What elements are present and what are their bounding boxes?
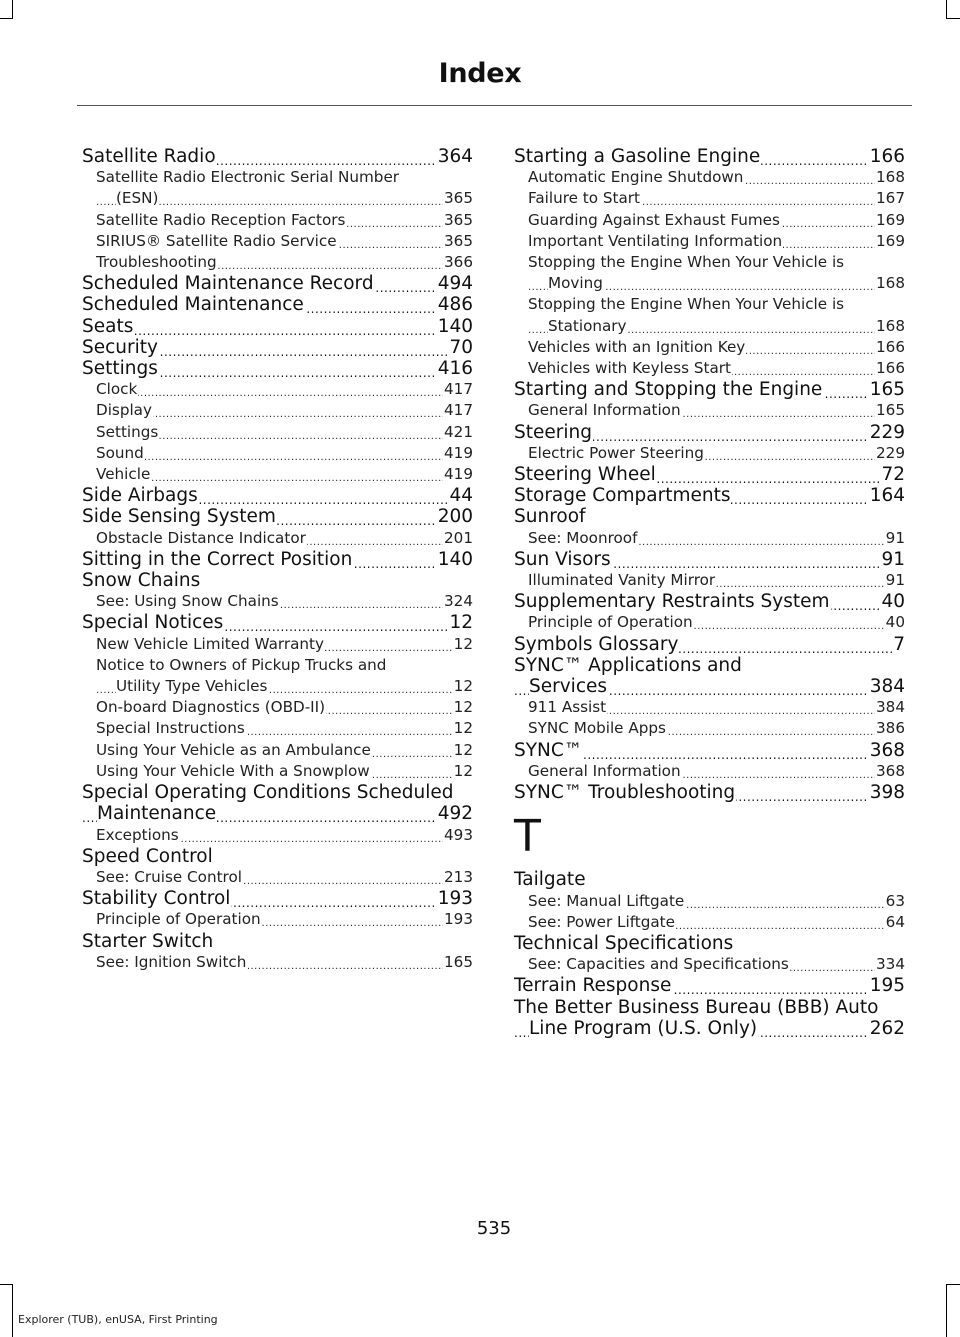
entry-label: Steering bbox=[514, 421, 592, 443]
index-entry bbox=[514, 718, 905, 739]
entry-page-number: 167 bbox=[875, 188, 905, 209]
entry-label: Display bbox=[96, 401, 152, 420]
entry-label: See: Using Snow Chains bbox=[96, 592, 279, 611]
entry-label: Vehicles with an Ignition Key bbox=[528, 337, 746, 356]
page-title: Index bbox=[438, 58, 522, 89]
index-entry bbox=[514, 912, 905, 933]
entry-label: Sound bbox=[96, 443, 144, 462]
entry-page-number: 91 bbox=[885, 570, 905, 591]
entry-page-number: 492 bbox=[437, 803, 473, 825]
entry-page-number: 12 bbox=[453, 740, 473, 761]
index-entry bbox=[82, 379, 473, 400]
index-entry bbox=[82, 485, 473, 506]
entry-page-number: 195 bbox=[869, 975, 905, 997]
entry-page-number: 384 bbox=[869, 676, 905, 698]
entry-label: Scheduled Maintenance Record bbox=[82, 273, 374, 295]
index-entry bbox=[82, 825, 473, 846]
index-entry bbox=[82, 634, 473, 655]
entry-page-number: 368 bbox=[875, 761, 905, 782]
entry-label: General Information bbox=[528, 761, 681, 780]
entry-page-number: 165 bbox=[869, 379, 905, 401]
entry-label: See: Moonroof bbox=[528, 528, 638, 547]
entry-page-number: 40 bbox=[881, 591, 905, 613]
index-entry: Tailgate bbox=[514, 869, 586, 891]
index-entry bbox=[82, 655, 473, 697]
entry-label: Obstacle Distance Indicator bbox=[96, 528, 306, 547]
index-entry bbox=[82, 591, 473, 612]
entry-label: The Better Business Bureau (BBB) Auto bbox=[514, 996, 879, 1018]
entry-page-number: 201 bbox=[443, 528, 473, 549]
entry-page-number: 168 bbox=[875, 316, 905, 337]
entry-page-number: 229 bbox=[869, 421, 905, 443]
index-entry bbox=[82, 210, 473, 231]
entry-page-number: 334 bbox=[875, 954, 905, 975]
index-entry: Snow Chains bbox=[82, 570, 201, 592]
entry-label: Stopping the Engine When Your Vehicle is bbox=[528, 253, 845, 272]
index-entry bbox=[82, 782, 473, 824]
entry-label-continued: (ESN) bbox=[116, 189, 159, 208]
entry-label: See: Manual Liftgate bbox=[528, 891, 685, 910]
index-entry: Technical Specifications bbox=[514, 932, 734, 954]
entry-label: Settings bbox=[96, 422, 159, 441]
entry-label: General Information bbox=[528, 401, 681, 420]
entry-label: Important Ventilating Information bbox=[528, 231, 783, 250]
index-entry bbox=[514, 358, 905, 379]
entry-label: Starting and Stopping the Engine bbox=[514, 379, 823, 401]
entry-page-number: 70 bbox=[449, 336, 473, 358]
index-entry bbox=[514, 997, 905, 1039]
index-entry bbox=[514, 379, 905, 400]
entry-label: Using Your Vehicle as an Ambulance bbox=[96, 740, 371, 759]
index-entry bbox=[82, 952, 473, 973]
index-entry bbox=[82, 740, 473, 761]
page-number: 535 bbox=[476, 1218, 512, 1239]
entry-page-number: 193 bbox=[437, 888, 473, 910]
section-letter: T bbox=[514, 811, 541, 863]
index-entry bbox=[514, 634, 905, 655]
entry-page-number: 366 bbox=[443, 252, 473, 273]
footer-edition: Explorer (TUB), enUSA, First Printing bbox=[18, 1313, 218, 1326]
entry-label: Automatic Engine Shutdown bbox=[528, 168, 744, 187]
index-entry bbox=[82, 549, 473, 570]
index-entry bbox=[82, 888, 473, 909]
entry-label: Stopping the Engine When Your Vehicle is bbox=[528, 295, 845, 314]
entry-page-number: 169 bbox=[875, 210, 905, 231]
entry-label: Failure to Start bbox=[528, 189, 640, 208]
entry-label: Special Operating Conditions Scheduled bbox=[82, 782, 454, 804]
entry-page-number: 91 bbox=[881, 548, 905, 570]
entry-label: Steering Wheel bbox=[514, 464, 656, 486]
crop-mark-top-left-h bbox=[0, 18, 13, 19]
entry-label-continued: Maintenance bbox=[97, 803, 217, 825]
entry-label: Side Airbags bbox=[82, 485, 198, 507]
entry-page-number: 365 bbox=[443, 210, 473, 231]
index-entry bbox=[82, 252, 473, 273]
crop-mark-top-right-h bbox=[946, 18, 960, 19]
entry-label: 911 Assist bbox=[528, 698, 607, 717]
index-entry bbox=[514, 146, 905, 167]
entry-label-continued: Line Program (U.S. Only) bbox=[529, 1017, 758, 1039]
entry-label: SYNC Mobile Apps bbox=[528, 719, 666, 738]
entry-page-number: 419 bbox=[443, 464, 473, 485]
entry-label: Clock bbox=[96, 380, 138, 399]
entry-label: Notice to Owners of Pickup Trucks and bbox=[96, 655, 387, 674]
index-entry bbox=[82, 761, 473, 782]
entry-label: See: Capacities and Specifications bbox=[528, 955, 789, 974]
index-entry bbox=[514, 294, 905, 336]
crop-mark-top-right-v bbox=[946, 0, 947, 18]
index-entry bbox=[82, 294, 473, 315]
entry-page-number: 421 bbox=[443, 422, 473, 443]
index-entry bbox=[514, 464, 905, 485]
index-entry bbox=[514, 740, 905, 761]
entry-page-number: 12 bbox=[453, 676, 473, 697]
index-entry bbox=[514, 188, 905, 209]
index-entry bbox=[514, 549, 905, 570]
index-column-right bbox=[514, 146, 905, 1039]
index-entry bbox=[514, 210, 905, 231]
entry-page-number: 166 bbox=[875, 358, 905, 379]
index-entry bbox=[514, 612, 905, 633]
crop-mark-bottom-right-v bbox=[946, 1284, 947, 1337]
entry-page-number: 12 bbox=[453, 634, 473, 655]
entry-page-number: 12 bbox=[449, 612, 473, 634]
crop-mark-top-left-v bbox=[12, 0, 13, 18]
entry-label: Electric Power Steering bbox=[528, 443, 704, 462]
entry-page-number: 417 bbox=[443, 379, 473, 400]
index-entry bbox=[82, 400, 473, 421]
entry-label-continued: Services bbox=[529, 676, 608, 698]
index-entry bbox=[82, 528, 473, 549]
index-entry bbox=[82, 146, 473, 167]
entry-page-number: 365 bbox=[443, 188, 473, 209]
index-entry bbox=[82, 316, 473, 337]
index-entry bbox=[82, 697, 473, 718]
entry-page-number: 365 bbox=[443, 231, 473, 252]
entry-page-number: 169 bbox=[875, 231, 905, 252]
index-entry bbox=[82, 231, 473, 252]
entry-page-number: 417 bbox=[443, 400, 473, 421]
entry-page-number: 486 bbox=[437, 294, 473, 316]
index-entry bbox=[514, 167, 905, 188]
index-entry bbox=[514, 655, 905, 697]
entry-label: Terrain Response bbox=[514, 975, 672, 997]
entry-label: On-board Diagnostics (OBD-II) bbox=[96, 698, 326, 717]
entry-label: Special Instructions bbox=[96, 719, 245, 738]
index-entry bbox=[514, 570, 905, 591]
entry-page-number: 364 bbox=[437, 146, 473, 167]
entry-label: See: Ignition Switch bbox=[96, 952, 247, 971]
entry-page-number: 493 bbox=[443, 825, 473, 846]
entry-label: SYNC™ Troubleshooting bbox=[514, 782, 736, 804]
crop-mark-bottom-left-v bbox=[12, 1284, 13, 1337]
index-entry bbox=[514, 400, 905, 421]
index-entry bbox=[514, 782, 905, 803]
entry-page-number: 168 bbox=[875, 273, 905, 294]
crop-mark-bottom-left-h bbox=[0, 1284, 13, 1285]
entry-page-number: 262 bbox=[869, 1017, 905, 1039]
index-entry bbox=[82, 718, 473, 739]
entry-label: Special Notices bbox=[82, 612, 224, 634]
index-entry bbox=[514, 231, 905, 252]
index-entry bbox=[514, 975, 905, 996]
entry-label: Symbols Glossary bbox=[514, 633, 679, 655]
index-entry bbox=[82, 337, 473, 358]
entry-label: Guarding Against Exhaust Fumes bbox=[528, 210, 780, 229]
entry-label: Satellite Radio Reception Factors bbox=[96, 210, 346, 229]
entry-label: Settings bbox=[82, 358, 158, 380]
entry-page-number: 324 bbox=[443, 591, 473, 612]
entry-label-continued: Stationary bbox=[548, 316, 627, 335]
entry-label: SYNC™ bbox=[514, 739, 583, 761]
entry-page-number: 12 bbox=[453, 697, 473, 718]
entry-page-number: 229 bbox=[875, 443, 905, 464]
entry-label: Storage Compartments bbox=[514, 485, 731, 507]
entry-label: Principle of Operation bbox=[96, 910, 261, 929]
index-entry bbox=[82, 464, 473, 485]
entry-page-number: 165 bbox=[443, 952, 473, 973]
entry-page-number: 419 bbox=[443, 443, 473, 464]
index-entry bbox=[514, 761, 905, 782]
entry-label: Troubleshooting bbox=[96, 253, 217, 272]
index-entry bbox=[82, 273, 473, 294]
entry-label: Using Your Vehicle With a Snowplow bbox=[96, 761, 370, 780]
entry-page-number: 193 bbox=[443, 909, 473, 930]
index-entry bbox=[82, 358, 473, 379]
index-entry bbox=[514, 891, 905, 912]
index-column-left bbox=[82, 146, 473, 973]
header-divider bbox=[77, 105, 912, 106]
index-entry bbox=[514, 485, 905, 506]
entry-page-number: 140 bbox=[437, 548, 473, 570]
index-entry bbox=[514, 591, 905, 612]
index-entry bbox=[514, 954, 905, 975]
entry-label: SIRIUS® Satellite Radio Service bbox=[96, 231, 337, 250]
entry-page-number: 12 bbox=[453, 718, 473, 739]
entry-page-number: 7 bbox=[893, 633, 905, 655]
index-entry bbox=[82, 612, 473, 633]
entry-label: See: Cruise Control bbox=[96, 867, 242, 886]
entry-label: Sun Visors bbox=[514, 548, 611, 570]
entry-page-number: 200 bbox=[437, 506, 473, 528]
entry-page-number: 44 bbox=[449, 485, 473, 507]
entry-page-number: 63 bbox=[885, 891, 905, 912]
entry-label: Seats bbox=[82, 315, 134, 337]
entry-label: Satellite Radio Electronic Serial Number bbox=[96, 168, 400, 187]
index-entry: Sunroof bbox=[514, 506, 586, 528]
index-entry bbox=[82, 506, 473, 527]
entry-page-number: 494 bbox=[437, 273, 473, 295]
index-entry bbox=[514, 252, 905, 294]
entry-page-number: 72 bbox=[881, 464, 905, 486]
entry-page-number: 416 bbox=[437, 358, 473, 380]
entry-page-number: 368 bbox=[869, 739, 905, 761]
index-entry bbox=[514, 337, 905, 358]
index-entry bbox=[514, 422, 905, 443]
index-entry bbox=[514, 443, 905, 464]
entry-page-number: 165 bbox=[875, 400, 905, 421]
index-entry bbox=[514, 528, 905, 549]
crop-mark-bottom-right-h bbox=[946, 1284, 960, 1285]
entry-label: Principle of Operation bbox=[528, 613, 693, 632]
entry-label: Supplementary Restraints System bbox=[514, 591, 830, 613]
entry-label: Vehicle bbox=[96, 465, 151, 484]
entry-page-number: 166 bbox=[869, 146, 905, 167]
entry-label-continued: Moving bbox=[548, 274, 603, 293]
entry-page-number: 213 bbox=[443, 867, 473, 888]
entry-label: Stability Control bbox=[82, 888, 231, 910]
entry-label: Security bbox=[82, 336, 158, 358]
index-entry bbox=[82, 867, 473, 888]
index-entry bbox=[82, 422, 473, 443]
entry-page-number: 91 bbox=[885, 528, 905, 549]
entry-page-number: 40 bbox=[885, 612, 905, 633]
entry-page-number: 384 bbox=[875, 697, 905, 718]
entry-page-number: 12 bbox=[453, 761, 473, 782]
entry-label: Side Sensing System bbox=[82, 506, 276, 528]
entry-label: Illuminated Vanity Mirror bbox=[528, 571, 716, 590]
index-entry: Speed Control bbox=[82, 845, 213, 867]
entry-label: Sitting in the Correct Position bbox=[82, 548, 353, 570]
index-entry: Starter Switch bbox=[82, 930, 214, 952]
index-entry bbox=[82, 443, 473, 464]
entry-page-number: 166 bbox=[875, 337, 905, 358]
entry-label: Vehicles with Keyless Start bbox=[528, 359, 731, 378]
entry-page-number: 168 bbox=[875, 167, 905, 188]
entry-page-number: 164 bbox=[869, 485, 905, 507]
entry-page-number: 386 bbox=[875, 718, 905, 739]
entry-page-number: 398 bbox=[869, 782, 905, 804]
entry-label: SYNC™ Applications and bbox=[514, 654, 742, 676]
entry-label: Satellite Radio bbox=[82, 146, 216, 167]
entry-label: New Vehicle Limited Warranty bbox=[96, 634, 325, 653]
entry-label: See: Power Liftgate bbox=[528, 912, 675, 931]
entry-page-number: 140 bbox=[437, 315, 473, 337]
index-entry bbox=[82, 167, 473, 209]
entry-label: Exceptions bbox=[96, 825, 179, 844]
index-entry bbox=[82, 909, 473, 930]
entry-label: Starting a Gasoline Engine bbox=[514, 146, 761, 167]
index-entry bbox=[514, 697, 905, 718]
entry-label-continued: Utility Type Vehicles bbox=[116, 677, 268, 696]
entry-page-number: 64 bbox=[885, 912, 905, 933]
entry-label: Scheduled Maintenance bbox=[82, 294, 304, 316]
